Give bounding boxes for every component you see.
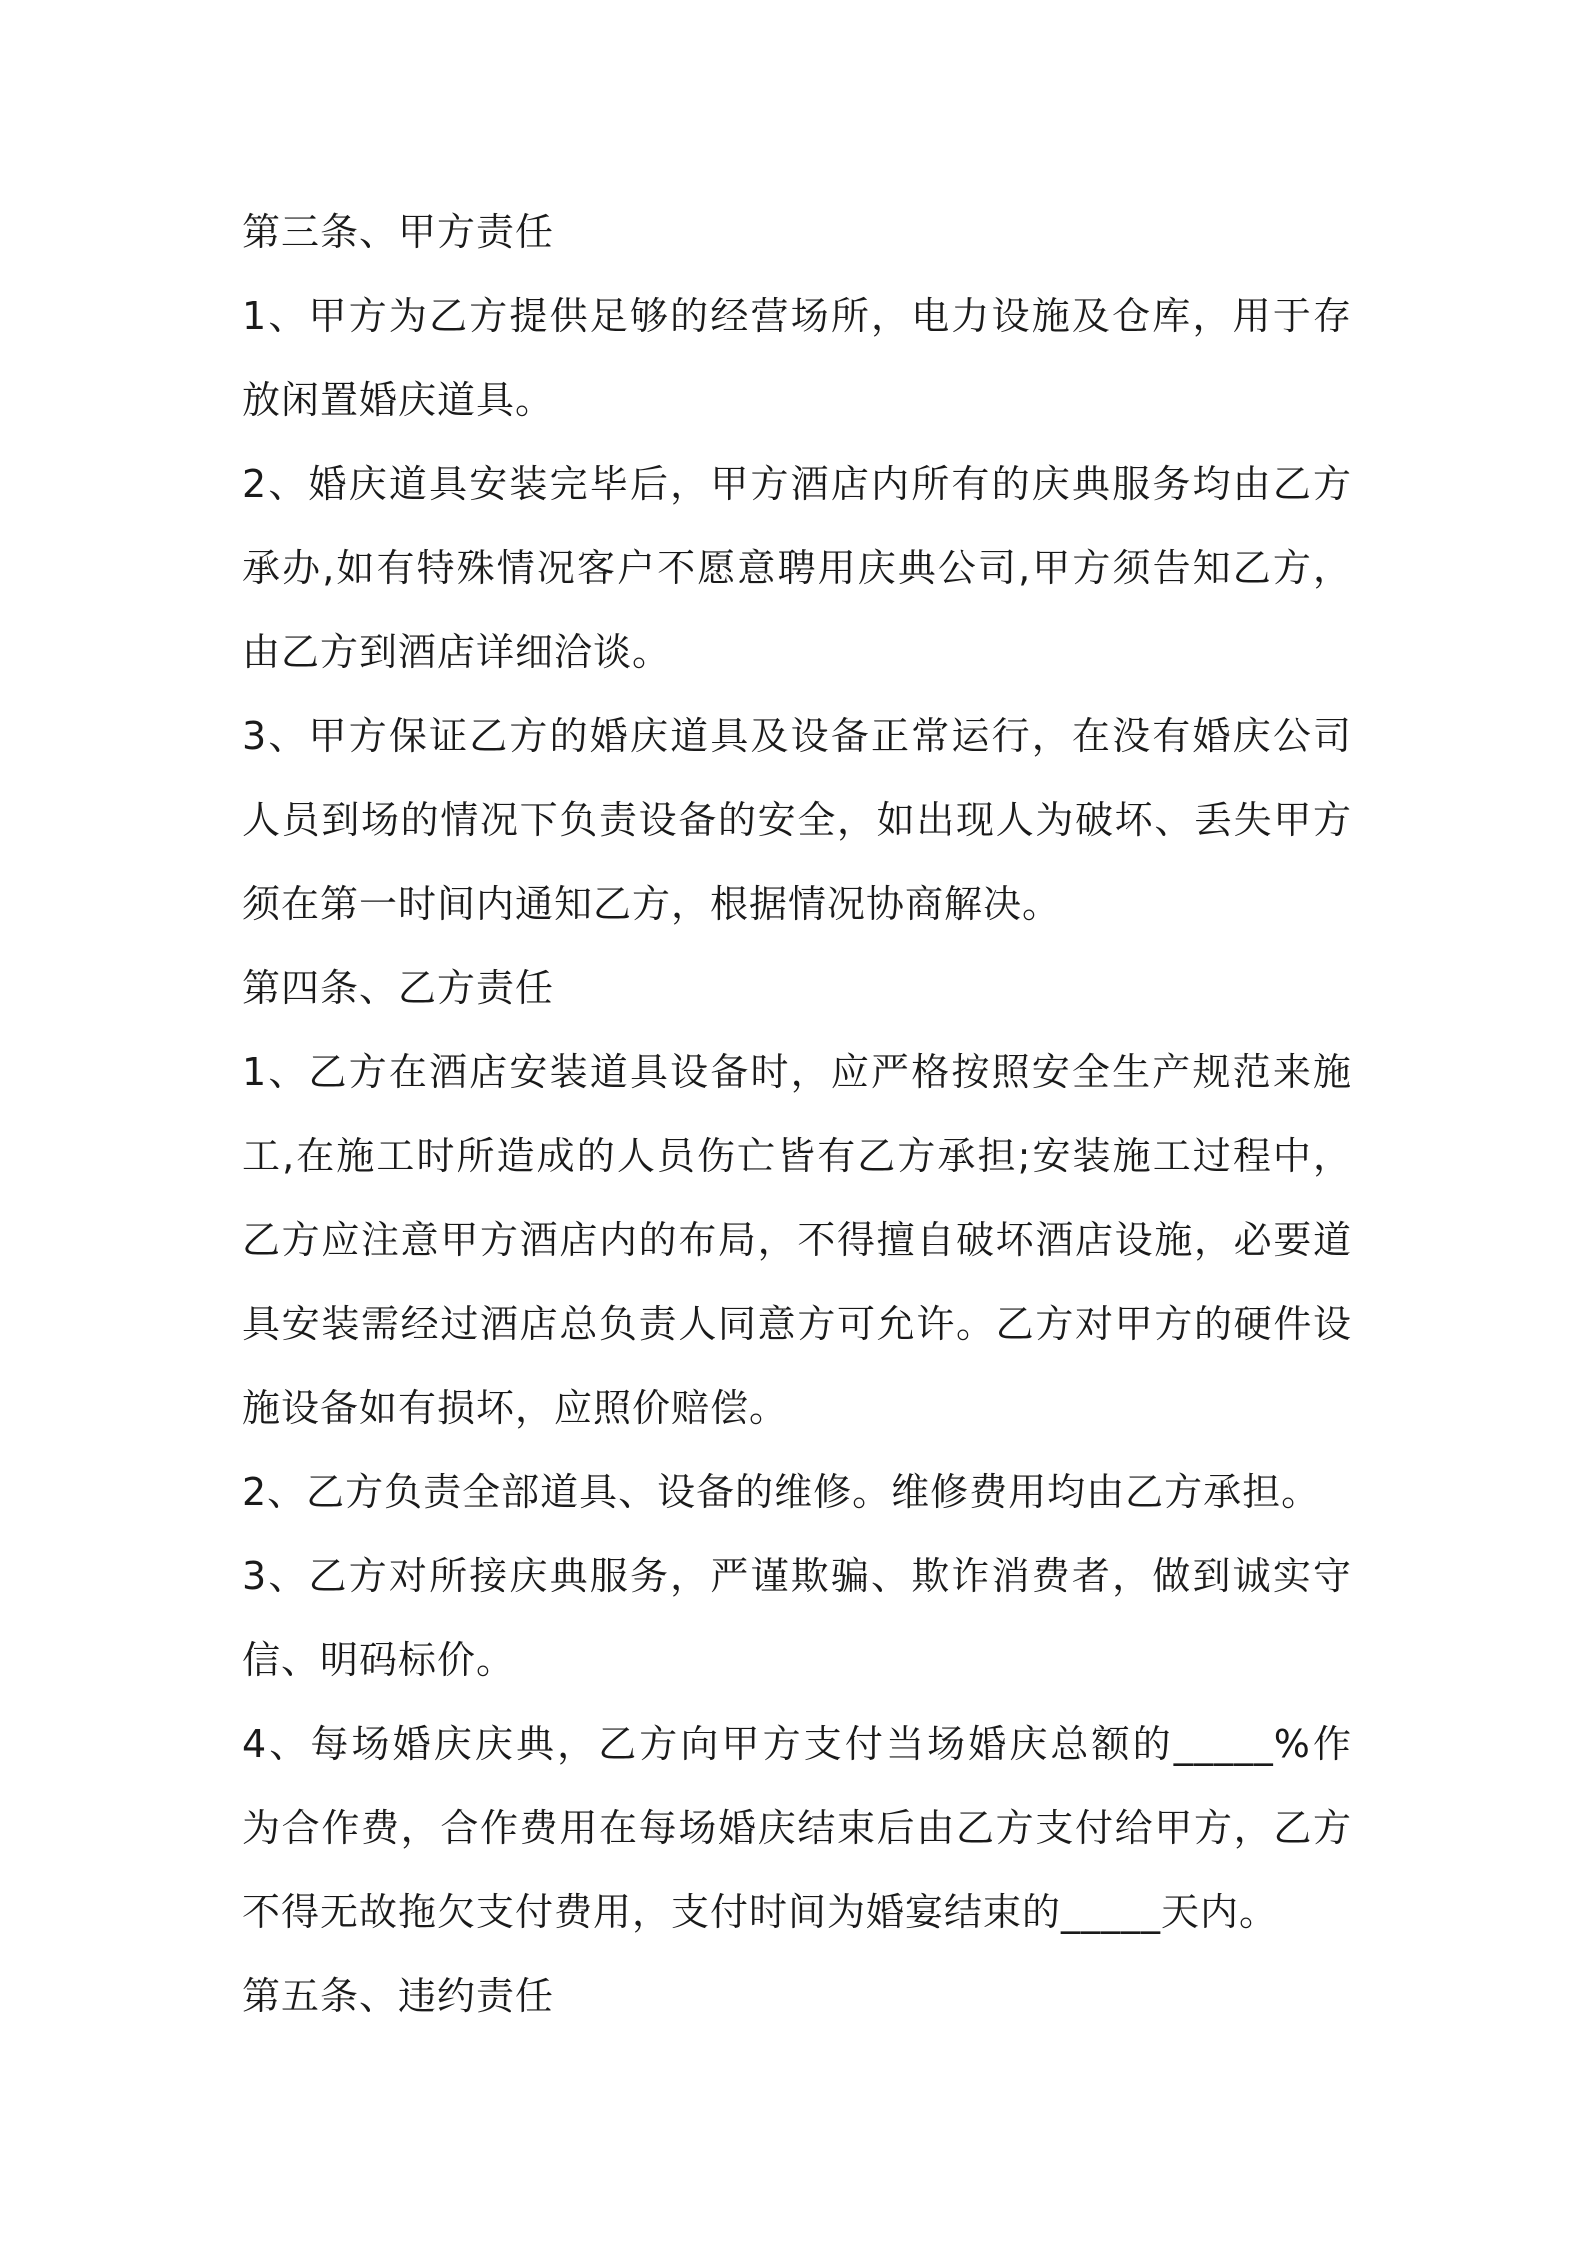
clause-3-2-line-3: 由乙方到酒店详细洽谈。	[242, 630, 672, 674]
clause-4-1-line-2: 工,在施工时所造成的人员伤亡皆有乙方承担;安装施工过程中，	[242, 1134, 1352, 1178]
clause-3-1-line-2: 放闲置婚庆道具。	[242, 378, 555, 422]
clause-3-3-line-2: 人员到场的情况下负责设备的安全，如出现人为破坏、丢失甲方	[242, 798, 1352, 842]
clause-4-2-line-1: 2、乙方负责全部道具、设备的维修。维修费用均由乙方承担。	[242, 1470, 1321, 1514]
section-heading-3: 第三条、甲方责任	[242, 210, 555, 254]
clause-4-3-line-1: 3、乙方对所接庆典服务，严谨欺骗、欺诈消费者，做到诚实守	[242, 1554, 1352, 1598]
clause-3-3-line-3: 须在第一时间内通知乙方，根据情况协商解决。	[242, 882, 1062, 926]
section-heading-5: 第五条、违约责任	[242, 1974, 555, 2018]
clause-3-2-line-1: 2、婚庆道具安装完毕后，甲方酒店内所有的庆典服务均由乙方	[242, 462, 1352, 506]
document-body	[242, 190, 1352, 2038]
clause-4-1-line-3: 乙方应注意甲方酒店内的布局，不得擅自破坏酒店设施，必要道	[242, 1218, 1352, 1262]
clause-4-3-line-2: 信、明码标价。	[242, 1638, 516, 1682]
clause-3-3-line-1: 3、甲方保证乙方的婚庆道具及设备正常运行，在没有婚庆公司	[242, 714, 1352, 758]
clause-3-2-line-2: 承办,如有特殊情况客户不愿意聘用庆典公司,甲方须告知乙方，	[242, 546, 1352, 590]
section-heading-4: 第四条、乙方责任	[242, 966, 555, 1010]
clause-4-1-line-1: 1、乙方在酒店安装道具设备时，应严格按照安全生产规范来施	[242, 1050, 1352, 1094]
clause-4-4-line-1: 4、每场婚庆庆典，乙方向甲方支付当场婚庆总额的_____%作	[242, 1722, 1352, 1766]
clause-4-1-line-4: 具安装需经过酒店总负责人同意方可允许。乙方对甲方的硬件设	[242, 1302, 1352, 1346]
clause-4-4-line-3: 不得无故拖欠支付费用，支付时间为婚宴结束的_____天内。	[242, 1890, 1279, 1934]
clause-4-1-line-5: 施设备如有损坏，应照价赔偿。	[242, 1386, 789, 1430]
clause-3-1-line-1: 1、甲方为乙方提供足够的经营场所，电力设施及仓库，用于存	[242, 294, 1352, 338]
clause-4-4-line-2: 为合作费，合作费用在每场婚庆结束后由乙方支付给甲方，乙方	[242, 1806, 1352, 1850]
